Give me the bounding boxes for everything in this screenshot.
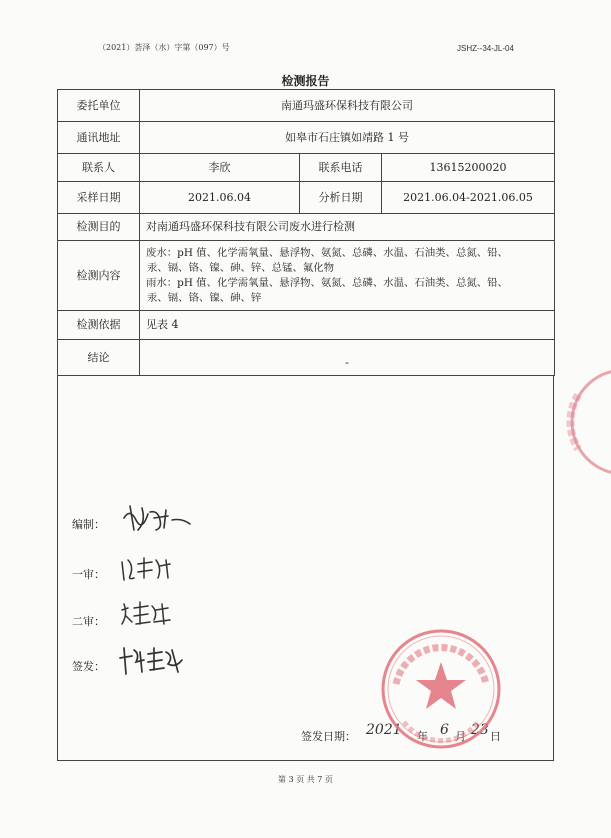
phone-value: 13615200020 bbox=[382, 154, 555, 182]
compiler-signature bbox=[116, 500, 196, 536]
first-reviewer-signature bbox=[116, 552, 186, 584]
issue-year: 2021 bbox=[366, 722, 402, 738]
issue-day: 23 bbox=[471, 722, 489, 738]
official-seal-icon bbox=[376, 624, 506, 754]
month-char: 月 bbox=[455, 730, 466, 743]
purpose-value: 对南通玛盛环保科技有限公司废水进行检测 bbox=[140, 214, 555, 241]
basis-row bbox=[58, 311, 555, 340]
document-number: （2021）荟泽（水）字第（097）号 bbox=[98, 43, 230, 52]
issue-date-label: 签发日期： bbox=[301, 730, 356, 743]
client-label: 委托单位 bbox=[58, 90, 140, 122]
first-review-label: 一审： bbox=[72, 568, 105, 581]
basis-value: 见表 4 bbox=[140, 311, 555, 340]
content-row bbox=[58, 241, 555, 311]
address-value: 如皋市石庄镇如靖路 1 号 bbox=[140, 122, 555, 154]
analysis-date-value: 2021.06.04-2021.06.05 bbox=[382, 182, 555, 214]
address-label: 通讯地址 bbox=[58, 122, 140, 154]
basis-label: 检测依据 bbox=[58, 311, 140, 340]
year-char: 年 bbox=[417, 730, 428, 743]
issue-month: 6 bbox=[440, 722, 449, 738]
content-value bbox=[140, 241, 555, 311]
rainwater-items-line2: 汞、镉、铬、镍、砷、锌 bbox=[147, 291, 262, 304]
conclusion-label: 结论 bbox=[58, 340, 140, 376]
conclusion-row bbox=[58, 340, 555, 376]
issued-by-label: 签发： bbox=[72, 660, 105, 673]
second-review-label: 二审： bbox=[72, 615, 105, 628]
rainwater-items-line1: 雨水：pH 值、化学需氧量、悬浮物、氨氮、总磷、水温、石油类、总氮、铅、 bbox=[146, 276, 508, 289]
report-info-table bbox=[57, 89, 555, 376]
purpose-label: 检测目的 bbox=[58, 214, 140, 241]
conclusion-value: - bbox=[140, 340, 555, 376]
form-code: JSHZ--34-JL-04 bbox=[457, 44, 514, 53]
second-reviewer-signature bbox=[118, 598, 178, 630]
address-row bbox=[58, 122, 555, 154]
seal-edge-icon bbox=[566, 365, 611, 480]
sampling-date-value: 2021.06.04 bbox=[140, 182, 300, 214]
wastewater-items-line2: 汞、镉、铬、镍、砷、锌、总锰、氟化物 bbox=[147, 261, 335, 274]
compiled-by-label: 编制： bbox=[72, 518, 105, 531]
contact-row bbox=[58, 154, 555, 182]
issuer-signature bbox=[118, 642, 190, 678]
page-number: 第 3 页 共 7 页 bbox=[278, 775, 333, 784]
date-row bbox=[58, 182, 555, 214]
client-value: 南通玛盛环保科技有限公司 bbox=[140, 90, 555, 122]
phone-label: 联系电话 bbox=[300, 154, 382, 182]
report-title: 检测报告 bbox=[281, 74, 330, 88]
wastewater-items-line1: 废水：pH 值、化学需氧量、悬浮物、氨氮、总磷、水温、石油类、总氮、铅、 bbox=[146, 246, 508, 259]
client-row bbox=[58, 90, 555, 122]
sampling-date-label: 采样日期 bbox=[58, 182, 140, 214]
content-label: 检测内容 bbox=[58, 241, 140, 311]
day-char: 日 bbox=[490, 730, 501, 743]
contact-value: 李欣 bbox=[140, 154, 300, 182]
purpose-row bbox=[58, 214, 555, 241]
analysis-date-label: 分析日期 bbox=[300, 182, 382, 214]
contact-label: 联系人 bbox=[58, 154, 140, 182]
